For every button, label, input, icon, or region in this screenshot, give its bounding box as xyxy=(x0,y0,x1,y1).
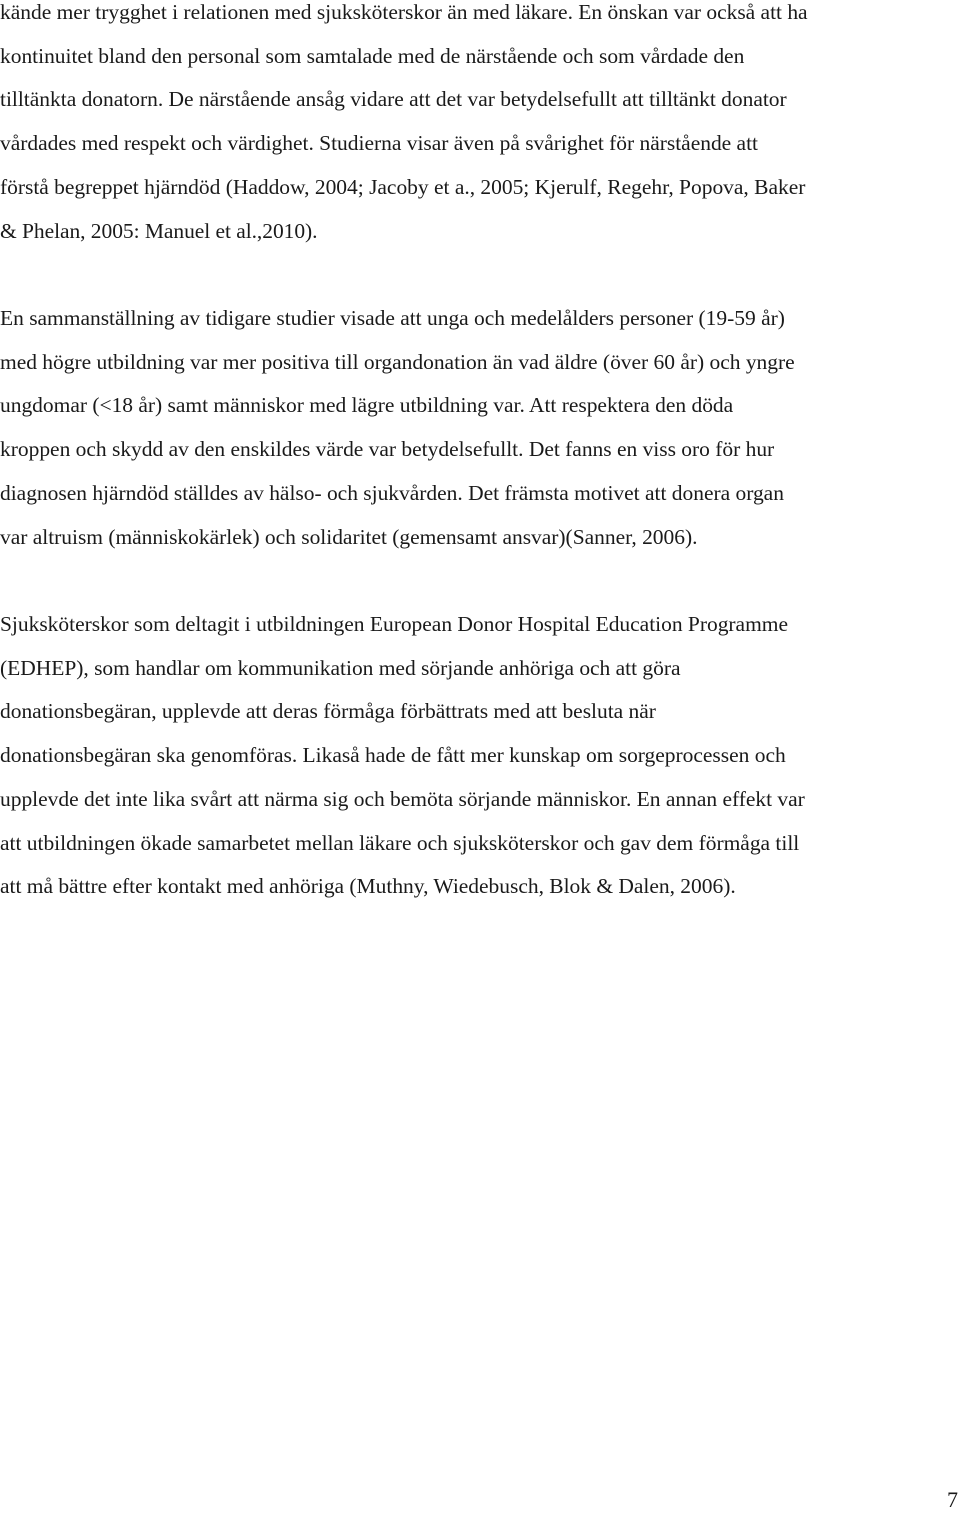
text-line: (EDHEP), som handlar om kommunikation med sörjande anhöriga och att göra xyxy=(0,655,681,680)
body-paragraph-2 xyxy=(0,297,960,559)
text-line: att må bättre efter kontakt med anhöriga (Muthny, Wiedebusch, Blok & Dalen, 2006). xyxy=(0,874,736,899)
page-number: 7 xyxy=(947,1487,958,1512)
text-line: & Phelan, 2005: Manuel et al.,2010). xyxy=(0,218,318,243)
text-line: tilltänkta donatorn. De närstående ansåg vidare att det var betydelsefullt att tilltänkt donator xyxy=(0,87,787,112)
text-line: En sammanställning av tidigare studier visade att unga och medelålders personer (19-59 år) xyxy=(0,306,785,330)
body-paragraph-3 xyxy=(0,603,960,909)
body-paragraph-1 xyxy=(0,0,960,253)
text-line: ungdomar (<18 år) samt människor med lägre utbildning var. Att respektera den döda xyxy=(0,393,734,418)
text-line: donationsbegäran ska genomföras. Likaså hade de fått mer kunskap om sorgeprocessen och xyxy=(0,743,786,768)
text-line: Sjuksköterskor som deltagit i utbildningen European Donor Hospital Education Programme xyxy=(0,612,788,636)
text-line: kände mer trygghet i relationen med sjuksköterskor än med läkare. En önskan var också att ha xyxy=(0,0,808,24)
text-line: var altruism (människokärlek) och solidaritet (gemensamt ansvar)(Sanner, 2006). xyxy=(0,524,698,549)
text-line: att utbildningen ökade samarbetet mellan läkare och sjuksköterskor och gav dem förmåga till xyxy=(0,830,800,855)
text-line: vårdades med respekt och värdighet. Studierna visar även på svårighet för närstående att xyxy=(0,131,758,156)
text-line: diagnosen hjärndöd ställdes av hälso- och sjukvården. Det främsta motivet att donera organ xyxy=(0,480,784,505)
text-line: förstå begreppet hjärndöd (Haddow, 2004; Jacoby et a., 2005; Kjerulf, Regehr, Popova, Baker xyxy=(0,174,806,199)
text-line: kontinuitet bland den personal som samtalade med de närstående och som vårdade den xyxy=(0,43,745,68)
text-line: donationsbegäran, upplevde att deras förmåga förbättrats med att besluta när xyxy=(0,699,656,724)
text-line: upplevde det inte lika svårt att närma sig och bemöta sörjande människor. En annan effekt var xyxy=(0,786,805,811)
text-line: med högre utbildning var mer positiva till organdonation än vad äldre (över 60 år) och yngre xyxy=(0,349,795,374)
text-line: kroppen och skydd av den enskildes värde var betydelsefullt. Det fanns en viss oro för hur xyxy=(0,437,775,462)
